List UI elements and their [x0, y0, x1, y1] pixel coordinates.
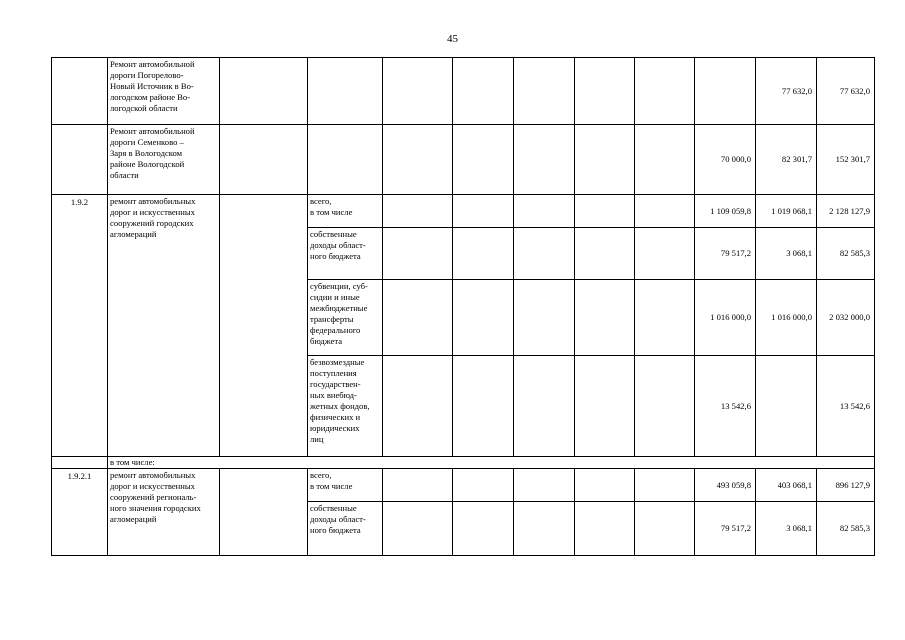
source-text: собственные доходы област- ного бюджета: [310, 229, 366, 261]
empty-cell: [635, 502, 695, 556]
empty-cell: [383, 58, 453, 125]
value-cell: 79 517,2: [695, 228, 756, 280]
empty-cell: [635, 356, 695, 457]
empty-cell: [514, 228, 575, 280]
source-cell: [308, 195, 383, 228]
source-cell: [308, 502, 383, 556]
total-cell: 82 585,3: [817, 502, 875, 556]
empty-cell: [635, 58, 695, 125]
empty-cell: [575, 58, 635, 125]
empty-cell: [514, 125, 575, 195]
total-cell: 77 632,0: [817, 58, 875, 125]
total-cell: 896 127,9: [817, 469, 875, 502]
value-cell: 3 068,1: [756, 502, 817, 556]
value-cell: 403 068,1: [756, 469, 817, 502]
table-row: [52, 469, 875, 502]
source-cell: [308, 125, 383, 195]
empty-cell: [453, 125, 514, 195]
name-text: ремонт автомобильных дорог и искусственных сооружений региональ- ного значения городских агломераций: [110, 470, 201, 524]
source-text: субвенции, суб- сидии и иные межбюджетные трансферты федерального бюджета: [310, 281, 368, 346]
code-cell: 1.9.2.1: [52, 469, 108, 556]
value-cell: 77 632,0: [756, 58, 817, 125]
empty-cell: [453, 228, 514, 280]
empty-cell: [575, 195, 635, 228]
source-cell: [308, 228, 383, 280]
empty-cell: [383, 228, 453, 280]
total-cell: 152 301,7: [817, 125, 875, 195]
value-cell: 1 016 000,0: [756, 280, 817, 356]
empty-cell: [383, 125, 453, 195]
empty-cell: [514, 502, 575, 556]
value-cell: 493 059,8: [695, 469, 756, 502]
value-cell: 1 016 000,0: [695, 280, 756, 356]
empty-cell: [453, 58, 514, 125]
value-cell: 13 542,6: [695, 356, 756, 457]
empty-cell: [514, 280, 575, 356]
source-text: всего, в том числе: [310, 470, 353, 491]
name-cell: [108, 125, 220, 195]
empty-cell: [383, 502, 453, 556]
empty-cell: [575, 280, 635, 356]
empty-cell: [635, 280, 695, 356]
budget-table: [51, 57, 875, 556]
empty-cell: [453, 469, 514, 502]
table-row: [52, 125, 875, 195]
source-text: безвозмездные поступления государствен- ных внебюд- жетных фондов, физических и юридических лиц: [310, 357, 370, 444]
empty-cell: [453, 502, 514, 556]
table-row: [52, 195, 875, 228]
name-cell: [108, 195, 220, 457]
value-cell: [695, 58, 756, 125]
page-number: 45: [447, 33, 458, 45]
source-cell: [308, 356, 383, 457]
empty-cell: [575, 502, 635, 556]
empty-cell: [383, 195, 453, 228]
empty-cell: [514, 58, 575, 125]
value-cell: 1 019 068,1: [756, 195, 817, 228]
code-cell: [52, 125, 108, 195]
value-cell: 1 109 059,8: [695, 195, 756, 228]
including-label: в том числе:: [108, 457, 875, 469]
name-cell: [108, 58, 220, 125]
empty-cell: [575, 125, 635, 195]
source-cell: [308, 58, 383, 125]
empty-cell: [453, 195, 514, 228]
empty-cell: [575, 469, 635, 502]
value-cell: 70 000,0: [695, 125, 756, 195]
name-text: Ремонт автомобильной дороги Погорелово- Новый Источник в Во- логодском районе Во- логодской области: [110, 59, 195, 113]
empty-cell: [220, 58, 308, 125]
source-text: собственные доходы област- ного бюджета: [310, 503, 366, 535]
name-text: Ремонт автомобильной дороги Семенково – Заря в Вологодском районе Вологодской области: [110, 126, 195, 180]
total-cell: 2 032 000,0: [817, 280, 875, 356]
total-cell: 13 542,6: [817, 356, 875, 457]
empty-cell: [220, 469, 308, 556]
total-cell: 82 585,3: [817, 228, 875, 280]
code-cell: [52, 457, 108, 469]
empty-cell: [383, 280, 453, 356]
name-text: ремонт автомобильных дорог и искусственных сооружений городских агломераций: [110, 196, 196, 239]
empty-cell: [383, 356, 453, 457]
table-row: [52, 58, 875, 125]
empty-cell: [220, 125, 308, 195]
total-cell: 2 128 127,9: [817, 195, 875, 228]
empty-cell: [220, 195, 308, 457]
source-cell: [308, 280, 383, 356]
empty-cell: [635, 469, 695, 502]
source-cell: [308, 469, 383, 502]
code-cell: [52, 58, 108, 125]
value-cell: 3 068,1: [756, 228, 817, 280]
code-cell: 1.9.2: [52, 195, 108, 457]
source-text: всего, в том числе: [310, 196, 353, 217]
empty-cell: [635, 125, 695, 195]
value-cell: 79 517,2: [695, 502, 756, 556]
empty-cell: [514, 195, 575, 228]
value-cell: [756, 356, 817, 457]
empty-cell: [635, 228, 695, 280]
empty-cell: [575, 356, 635, 457]
name-cell: [108, 469, 220, 556]
empty-cell: [514, 469, 575, 502]
value-cell: 82 301,7: [756, 125, 817, 195]
empty-cell: [383, 469, 453, 502]
empty-cell: [575, 228, 635, 280]
empty-cell: [453, 356, 514, 457]
table-row: [52, 457, 875, 469]
empty-cell: [453, 280, 514, 356]
empty-cell: [635, 195, 695, 228]
empty-cell: [514, 356, 575, 457]
